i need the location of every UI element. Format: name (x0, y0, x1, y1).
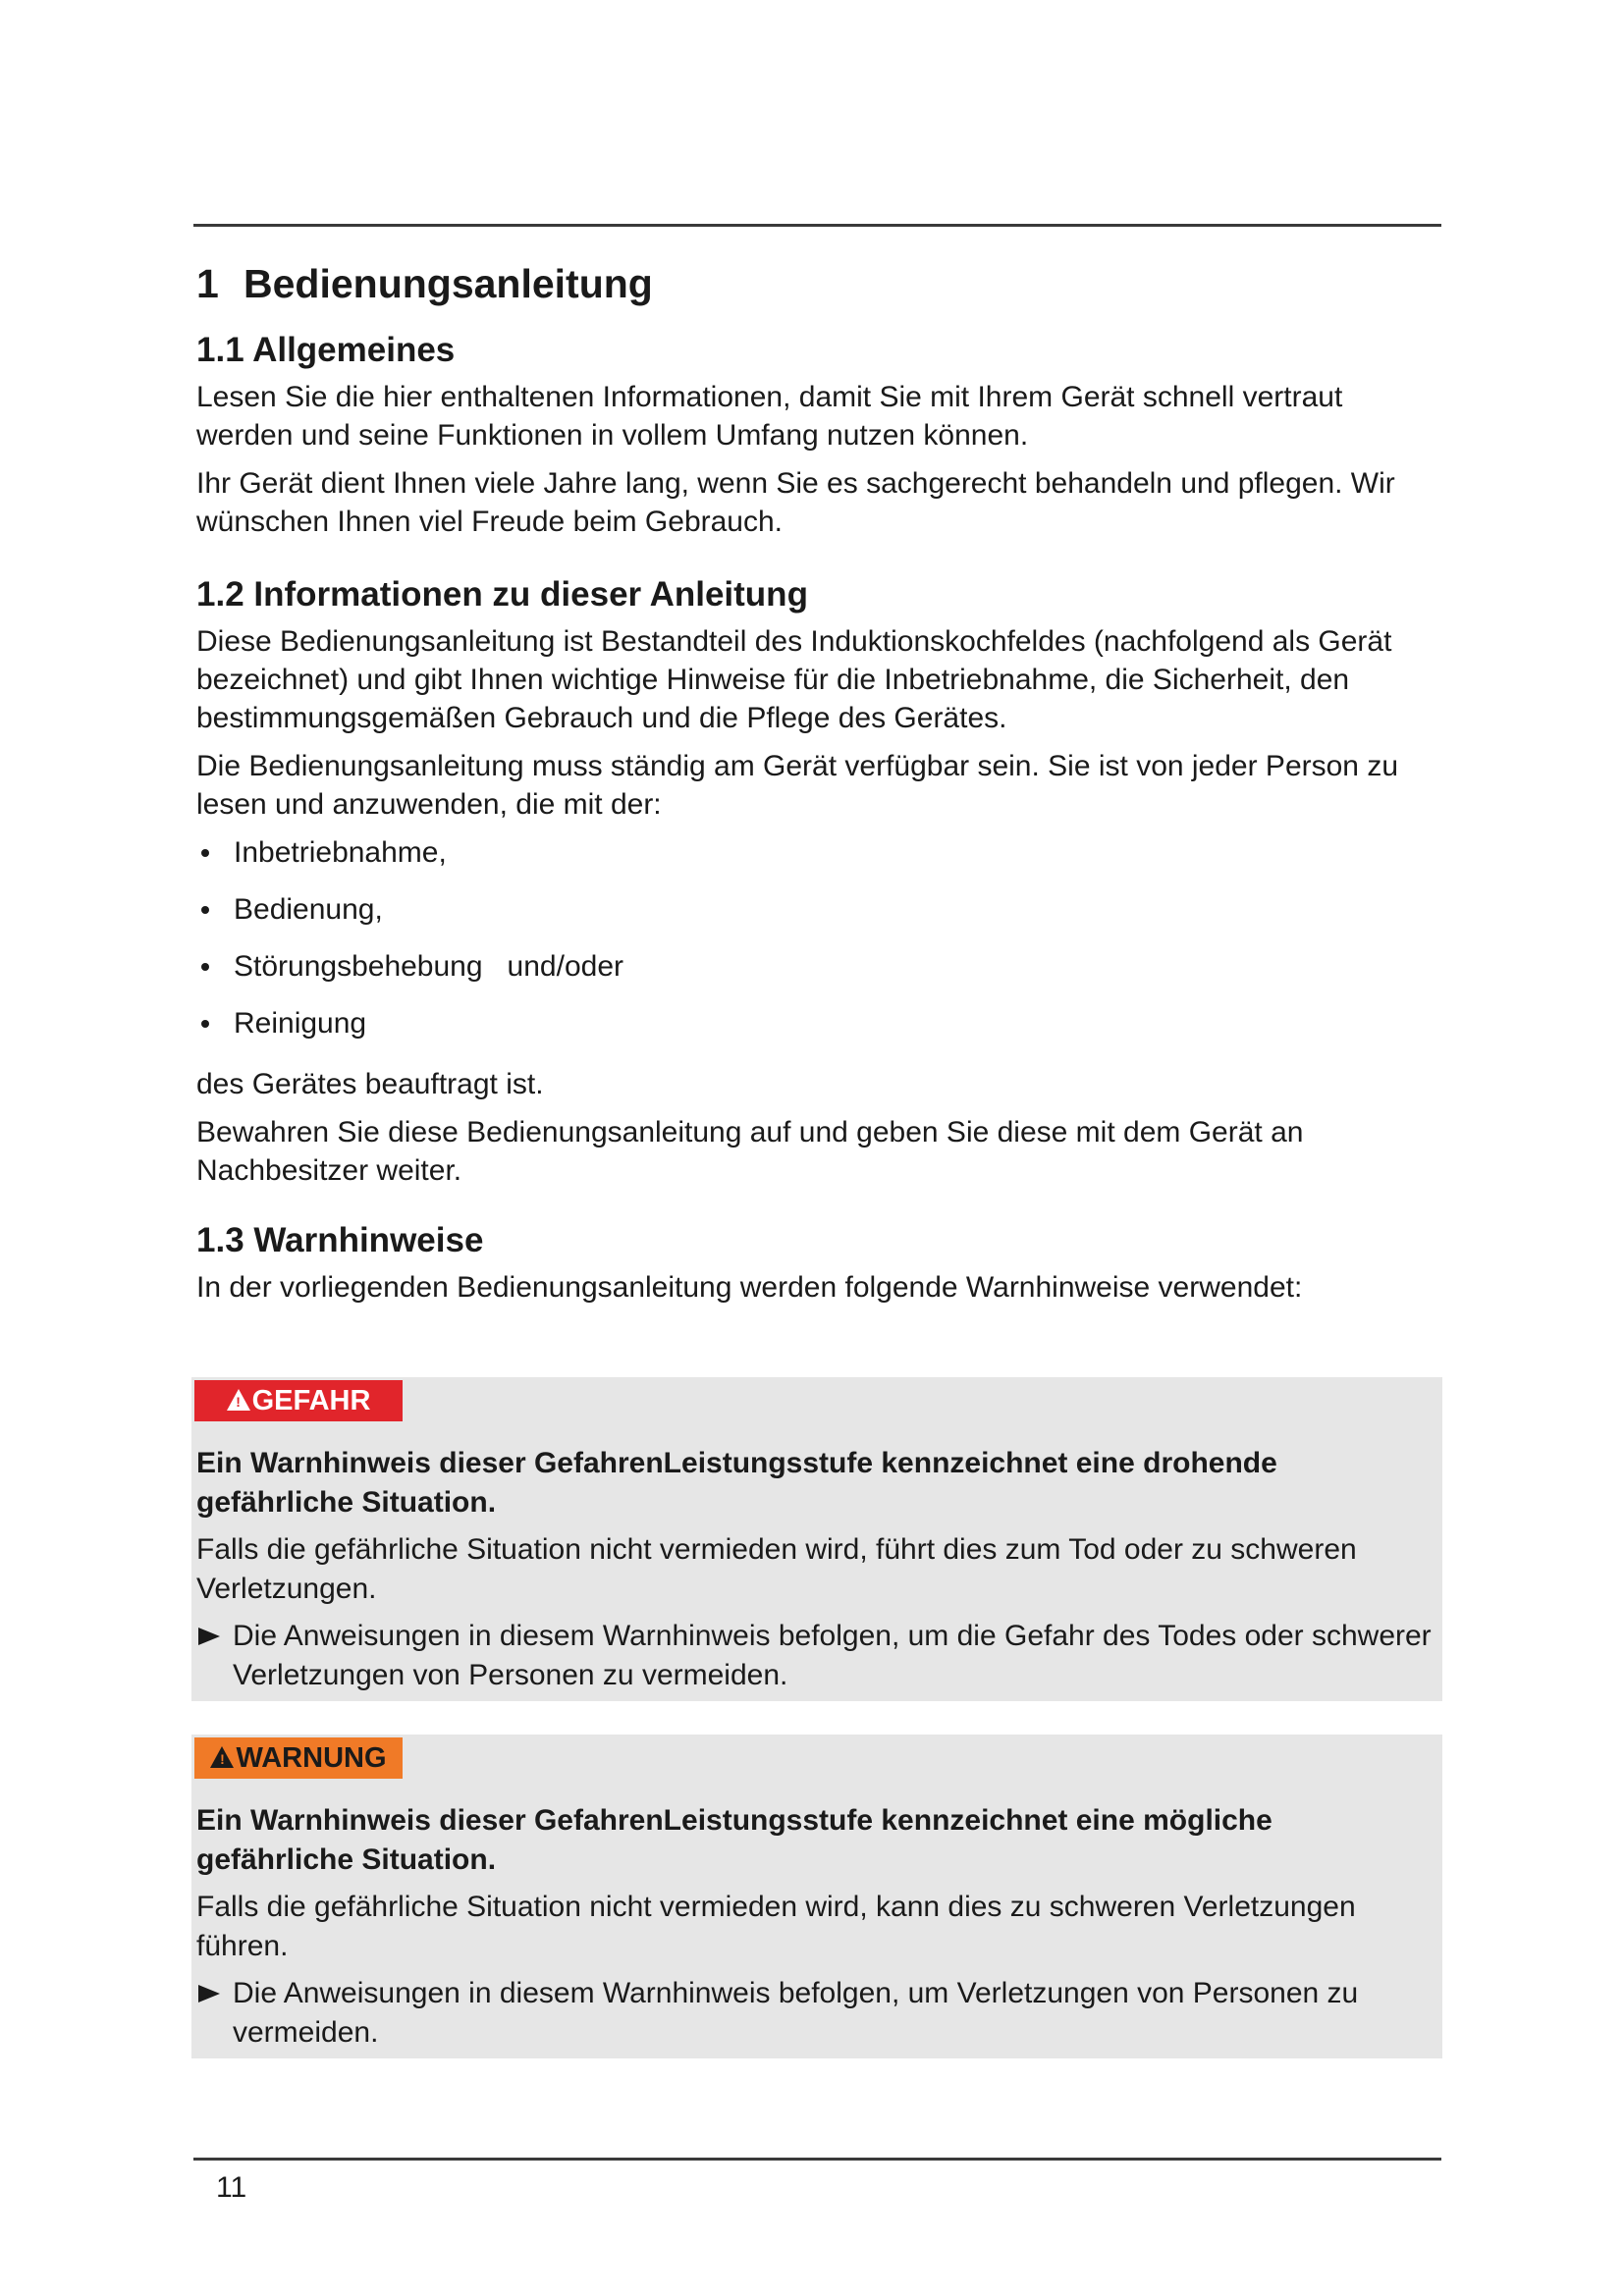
paragraph: Ihr Gerät dient Ihnen viele Jahre lang, wenn Sie es sachgerecht behandeln und pflegen. Wir wünschen Ihnen viel Freude beim Gebrauch. (196, 467, 1395, 538)
paragraph: In der vorliegenden Bedienungsanleitung werden folgende Warnhinweise verwendet: (196, 1271, 1303, 1304)
bullet-icon (201, 849, 209, 857)
bullet-icon (201, 1020, 209, 1028)
arrow-right-icon (198, 1628, 220, 1645)
danger-action: Die Anweisungen in diesem Warnhinweis befolgen, um die Gefahr des Todes oder schwerer Verletzungen von Personen zu vermeiden. (196, 1617, 1434, 1695)
list-item: Inbetriebnahme, (196, 833, 1443, 890)
danger-sign (194, 1380, 403, 1421)
paragraph: Diese Bedienungsanleitung ist Bestandteil des Induktionskochfeldes (nachfolgend als Gerät bezeichnet) und gibt Ihnen wichtige Hinweise für die Inbetriebnahme, die Sicherheit, den bestimmungsgemäßen Gebrauch und die Pflege des Gerätes. (196, 625, 1392, 734)
warning-triangle-icon: ! (210, 1746, 234, 1768)
bullet-list (196, 833, 1443, 1061)
danger-notice-body (196, 1444, 1434, 1695)
list-item: Reinigung (196, 1004, 1443, 1061)
section-heading-allgemeines: 1.1 Allgemeines (196, 331, 456, 369)
chapter-title: Bedienungsanleitung (244, 261, 653, 306)
paragraph: Bewahren Sie diese Bedienungsanleitung auf und geben Sie diese mit dem Gerät an Nachbesitzer weiter. (196, 1116, 1304, 1187)
warning-headline: Ein Warnhinweis dieser GefahrenLeistungsstufe kennzeichnet eine mögliche gefährliche Situation. (196, 1804, 1272, 1876)
danger-label: GEFAHR (251, 1385, 371, 1416)
warning-sign (194, 1737, 403, 1779)
paragraph: des Gerätes beauftragt ist. (196, 1068, 544, 1100)
danger-notice (191, 1377, 1442, 1701)
list-item: Störungsbehebung und/oder (196, 947, 1443, 1004)
danger-headline: Ein Warnhinweis dieser GefahrenLeistungsstufe kennzeichnet eine drohende gefährliche Situation. (196, 1447, 1277, 1519)
chapter-heading (196, 250, 1443, 317)
page-number: 11 (216, 2171, 247, 2204)
warning-notice-body (196, 1801, 1434, 2053)
warning-action: Die Anweisungen in diesem Warnhinweis befolgen, um Verletzungen von Personen zu vermeiden. (196, 1974, 1434, 2053)
danger-text: Falls die gefährliche Situation nicht vermieden wird, führt dies zum Tod oder zu schweren Verletzungen. (196, 1533, 1357, 1605)
paragraph: Die Bedienungsanleitung muss ständig am Gerät verfügbar sein. Sie ist von jeder Person zu lesen und anzuwenden, die mit der: (196, 750, 1399, 821)
section-heading-informationen: 1.2 Informationen zu dieser Anleitung (196, 575, 808, 614)
warning-notice (191, 1735, 1442, 2058)
footer-rule (193, 2158, 1441, 2161)
warning-triangle-icon: ! (227, 1389, 250, 1411)
header-rule (193, 224, 1441, 227)
arrow-right-icon (198, 1985, 220, 2002)
page-content (196, 250, 1443, 1316)
list-item: Bedienung, (196, 890, 1443, 947)
warning-label: WARNUNG (236, 1742, 387, 1774)
warning-text: Falls die gefährliche Situation nicht vermieden wird, kann dies zu schweren Verletzungen führen. (196, 1891, 1356, 1962)
paragraph: Lesen Sie die hier enthaltenen Informationen, damit Sie mit Ihrem Gerät schnell vertraut werden und seine Funktionen in vollem Umfang nutzen können. (196, 381, 1343, 452)
chapter-number: 1 (196, 261, 219, 306)
bullet-icon (201, 963, 209, 971)
bullet-icon (201, 906, 209, 914)
section-heading-warnhinweise: 1.3 Warnhinweise (196, 1221, 484, 1259)
